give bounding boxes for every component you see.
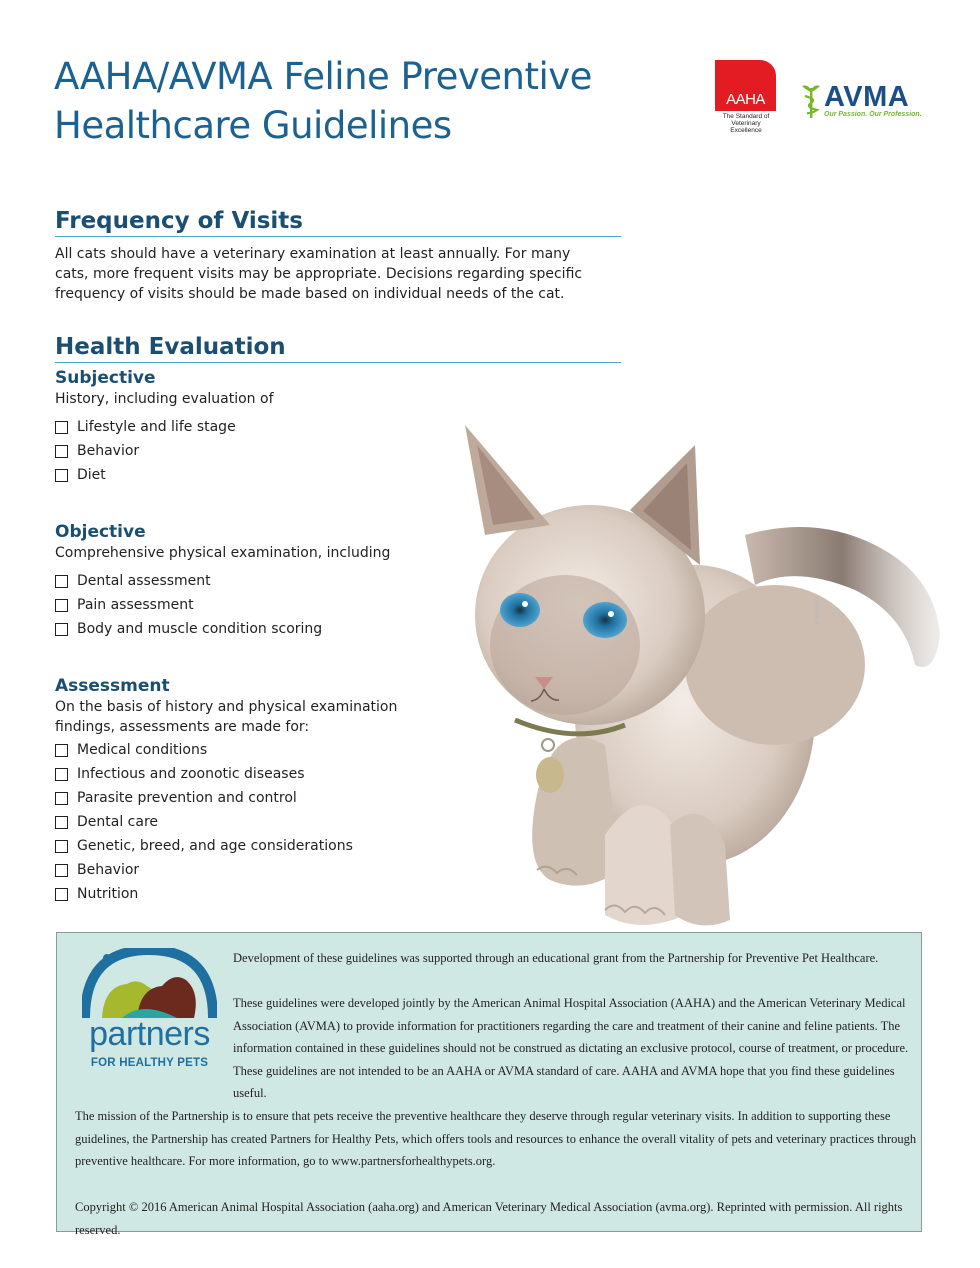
checkbox[interactable] (55, 599, 68, 612)
checklist-item[interactable] (55, 569, 322, 593)
checkbox[interactable] (55, 623, 68, 636)
health-evaluation-heading: Health Evaluation (55, 333, 621, 363)
frequency-text (55, 244, 582, 304)
aaha-tagline-line-2: Veterinary Excellence (730, 120, 762, 134)
info-box (56, 932, 922, 1237)
checklist-item[interactable] (55, 786, 353, 810)
checklist-item-label: Parasite prevention and control (77, 790, 297, 806)
mission-line: preventive healthcare. For more information, go to www.partnersforhealthypets.org. (75, 1154, 496, 1168)
partners-logo-text: partners (89, 1015, 210, 1053)
aaha-logo-text: AAHA (726, 91, 765, 108)
avma-tagline: Our Passion. Our Profession. (824, 111, 922, 118)
checkbox[interactable] (55, 421, 68, 434)
aaha-tagline-line-1: The Standard of (722, 113, 770, 120)
disclaimer-line: Association (AVMA) to provide information for practitioners regarding the care and treatment of their canine and feline patients. The (233, 1018, 901, 1033)
checklist-item[interactable] (55, 762, 353, 786)
checkbox[interactable] (55, 575, 68, 588)
checkbox[interactable] (55, 469, 68, 482)
checklist-item-label: Lifestyle and life stage (77, 419, 236, 435)
assessment-checklist (55, 738, 353, 906)
avma-logo-text: AVMA (824, 81, 910, 113)
checklist-item-label: Dental care (77, 814, 159, 830)
checklist-item-label: Body and muscle condition scoring (77, 621, 323, 637)
checklist-item-label: Dental assessment (77, 573, 211, 589)
assessment-intro-line: On the basis of history and physical examination (55, 699, 398, 715)
assessment-intro (55, 697, 397, 737)
aaha-tagline (715, 113, 777, 134)
mission-paragraph (75, 1105, 916, 1173)
disclaimer-line: information contained in these guidelines should not be construed as dictating an exclusive protocol, course of treatment, or procedure. (233, 1041, 909, 1055)
checklist-item[interactable] (55, 415, 236, 439)
frequency-heading: Frequency of Visits (55, 207, 621, 237)
checkbox[interactable] (55, 445, 68, 458)
checklist-item-label: Medical conditions (77, 742, 208, 758)
checklist-item[interactable] (55, 617, 322, 641)
checklist-item[interactable] (55, 810, 353, 834)
checkbox[interactable] (55, 816, 68, 829)
checkbox[interactable] (55, 864, 68, 877)
frequency-line: cats, more frequent visits may be appropriate. Decisions regarding specific (55, 266, 583, 282)
partners-for-healthy-pets-logo (82, 948, 217, 1069)
checkbox[interactable] (55, 792, 68, 805)
checklist-item[interactable] (55, 463, 236, 487)
checkbox[interactable] (55, 744, 68, 757)
checkbox[interactable] (55, 768, 68, 781)
subjective-heading: Subjective (55, 368, 156, 388)
checklist-item-label: Infectious and zoonotic diseases (77, 766, 305, 782)
checklist-item[interactable] (55, 738, 353, 762)
grant-statement: Development of these guidelines was supported through an educational grant from the Partnership for Preventive Pet Healthcare. (233, 951, 879, 965)
frequency-line: All cats should have a veterinary examination at least annually. For many (55, 246, 571, 262)
checklist-item[interactable] (55, 593, 322, 617)
title-line-1: AAHA/AVMA Feline Preventive (54, 55, 592, 98)
checklist-item[interactable] (55, 858, 353, 882)
checklist-item[interactable] (55, 834, 353, 858)
photo-credit: © SmitViet (815, 596, 821, 625)
caduceus-icon (800, 82, 822, 120)
objective-intro: Comprehensive physical examination, including (55, 545, 391, 561)
partners-logo-subtext: FOR HEALTHY PETS (90, 1057, 209, 1069)
page-title (54, 52, 592, 150)
mission-line: guidelines, the Partnership has created Partners for Healthy Pets, which offers tools and resources to enhance the overall vitality of pets and veterinary practices through (75, 1131, 917, 1146)
title-line-2: Healthcare Guidelines (54, 104, 452, 147)
checklist-item-label: Behavior (77, 862, 140, 878)
avma-logo (800, 82, 930, 122)
assessment-heading: Assessment (55, 676, 170, 696)
pets-silhouette-icon (82, 948, 217, 1020)
checklist-item[interactable] (55, 882, 353, 906)
copyright-notice: Copyright © 2016 American Animal Hospital Association (aaha.org) and American Veterinary Medical Association (avma.org). Reprinted with permission. All rights reserved. (75, 1200, 903, 1237)
checklist-item-label: Genetic, breed, and age considerations (77, 838, 353, 854)
disclaimer-paragraph (233, 992, 921, 1105)
checklist-item[interactable] (55, 439, 236, 463)
checklist-item-label: Pain assessment (77, 597, 194, 613)
objective-heading: Objective (55, 522, 146, 542)
aaha-logo (715, 60, 777, 132)
checklist-item-label: Nutrition (77, 886, 139, 902)
subjective-intro: History, including evaluation of (55, 391, 274, 407)
checkbox[interactable] (55, 840, 68, 853)
subjective-checklist (55, 415, 236, 487)
checklist-item-label: Diet (77, 467, 106, 483)
checkbox[interactable] (55, 888, 68, 901)
checklist-item-label: Behavior (77, 443, 140, 459)
frequency-line: frequency of visits should be made based on individual needs of the cat. (55, 286, 565, 302)
aaha-logo-mark (715, 60, 776, 111)
disclaimer-line: These guidelines were developed jointly by the American Animal Hospital Association (AAHA) and the American Veterinary Medical (233, 996, 906, 1010)
objective-checklist (55, 569, 322, 641)
mission-line: The mission of the Partnership is to ensure that pets receive the preventive healthcare they deserve through regular veterinary visits. In addition to supporting these (75, 1109, 891, 1123)
disclaimer-line: These guidelines are not intended to be an AAHA or AVMA standard of care. AAHA and AVMA hope that you find these guidelines useful. (233, 1063, 895, 1100)
assessment-intro-line: findings, assessments are made for: (55, 719, 310, 735)
kitten-photo (455, 415, 945, 935)
